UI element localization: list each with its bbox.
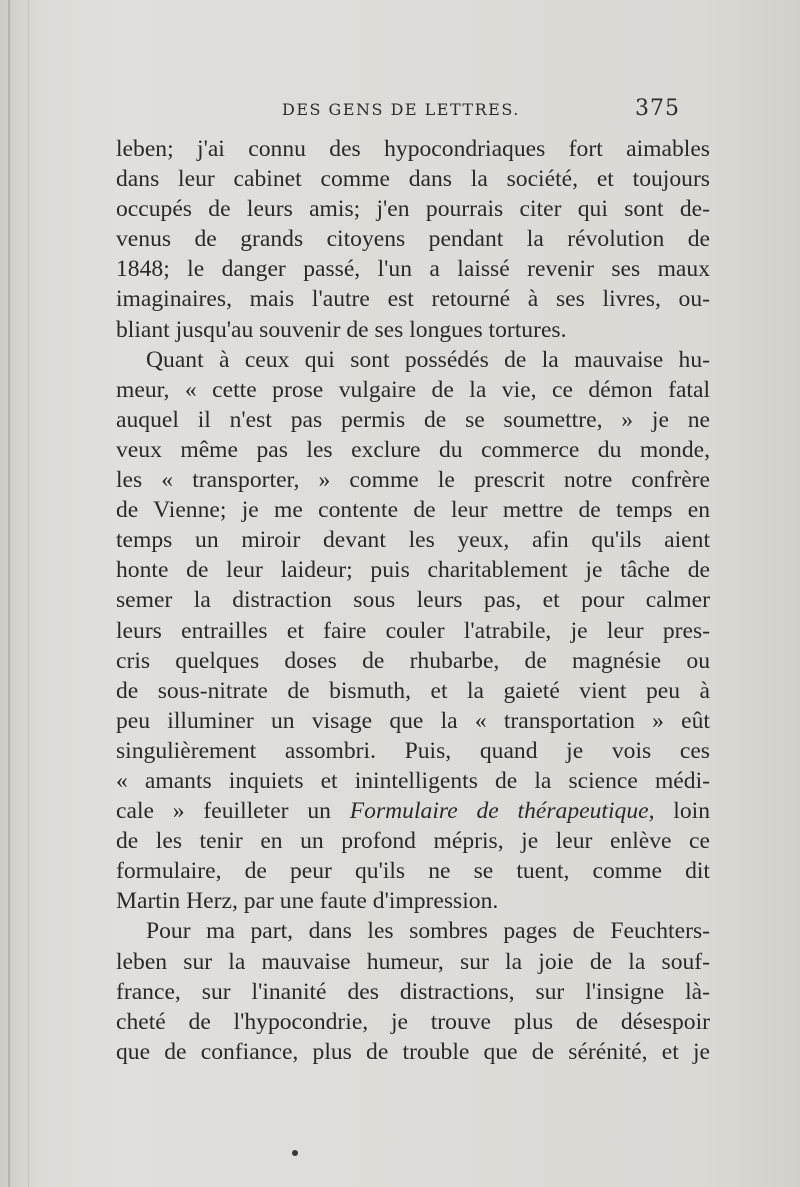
text-segment: loin xyxy=(654,798,711,825)
text-line: cris quelques doses de rhubarbe, de magnésie ou xyxy=(116,647,710,674)
text-line: singulièrement assombri. Puis, quand je vois ces xyxy=(116,737,710,764)
text-line: imaginaires, mais l'autre est retourné à ses livres, ou- xyxy=(116,286,710,313)
text-line: leben sur la mauvaise humeur, sur la joie de la souf- xyxy=(116,948,710,975)
text-line: « amants inquiets et inintelligents de la science médi- xyxy=(116,767,710,794)
text-line: formulaire, de peur qu'ils ne se tuent, comme dit xyxy=(116,858,710,885)
running-header xyxy=(200,94,680,128)
page-number: 375 xyxy=(635,96,680,121)
text-line: 1848; le danger passé, l'un a laissé revenir ses maux xyxy=(116,256,710,283)
text-line: honte de leur laideur; puis charitablement je tâche de xyxy=(116,557,710,584)
text-line: leurs entrailles et faire couler l'atrabile, je leur pres- xyxy=(116,617,710,644)
text-line: venus de grands citoyens pendant la révolution de xyxy=(116,226,710,253)
text-line: cheté de l'hypocondrie, je trouve plus de désespoir xyxy=(116,1008,710,1035)
ink-speck xyxy=(292,1150,298,1156)
text-line-with-italic xyxy=(116,796,710,826)
text-line: Martin Herz, par une faute d'impression. xyxy=(116,888,499,915)
text-line: meur, « cette prose vulgaire de la vie, ce démon fatal xyxy=(116,376,710,403)
binding-edge-inner xyxy=(28,0,29,1187)
text-line: france, sur l'inanité des distractions, sur l'insigne là- xyxy=(116,978,710,1005)
text-line: Quant à ceux qui sont possédés de la mauvaise hu- xyxy=(146,346,710,373)
text-line: auquel il n'est pas permis de se soumettre, » je ne xyxy=(116,406,710,433)
text-line: de Vienne; je me contente de leur mettre de temps en xyxy=(116,497,710,524)
text-line: les « transporter, » comme le prescrit notre confrère xyxy=(116,467,710,494)
text-line: semer la distraction sous leurs pas, et pour calmer xyxy=(116,587,710,614)
binding-edge xyxy=(8,0,10,1187)
text-line: occupés de leurs amis; j'en pourrais citer qui sont de- xyxy=(116,196,710,223)
text-line: leben; j'ai connu des hypocondriaques fort aimables xyxy=(116,136,710,162)
text-line: Pour ma part, dans les sombres pages de Feuchters- xyxy=(146,918,710,945)
text-line: de les tenir en un profond mépris, je leur enlève ce xyxy=(116,828,710,855)
text-line: que de confiance, plus de trouble que de sérénité, et je xyxy=(116,1038,710,1065)
running-title: DES GENS DE LETTRES. xyxy=(282,100,520,119)
book-title: Formulaire de thérapeutique, xyxy=(349,798,655,825)
body-text xyxy=(116,134,710,1067)
text-line: de sous-nitrate de bismuth, et la gaieté vient peu à xyxy=(116,677,710,704)
text-line: bliant jusqu'au souvenir de ses longues tortures. xyxy=(116,316,567,343)
text-line: veux même pas les exclure du commerce du monde, xyxy=(116,436,710,463)
text-line: dans leur cabinet comme dans la société, et toujours xyxy=(116,166,710,193)
text-line: peu illuminer un visage que la « transportation » eût xyxy=(116,707,710,734)
text-line: temps un miroir devant les yeux, afin qu'ils aient xyxy=(116,527,710,554)
text-segment: cale » feuilleter un xyxy=(116,798,350,825)
